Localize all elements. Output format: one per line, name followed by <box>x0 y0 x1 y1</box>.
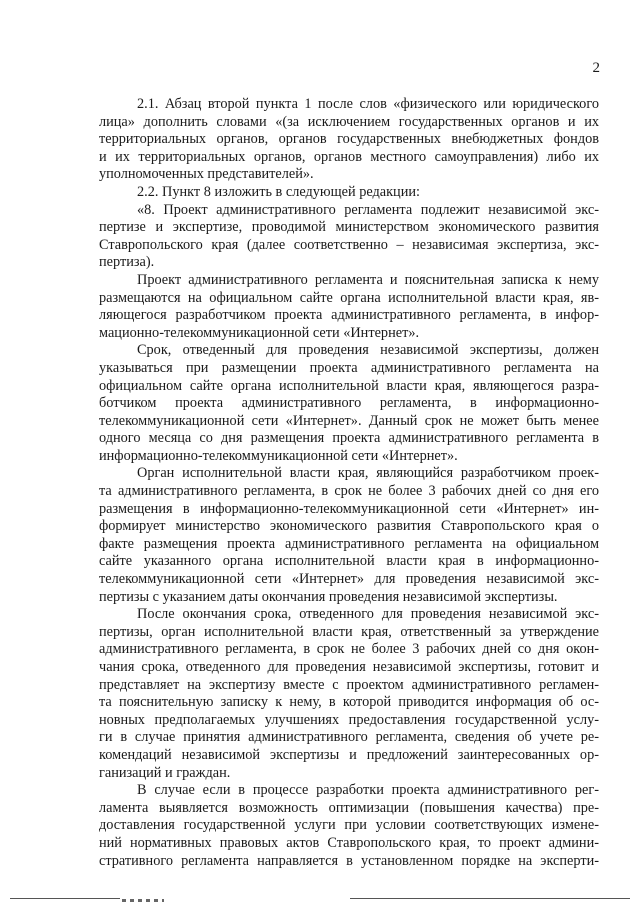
paragraph <box>99 606 599 782</box>
text-line: указываться при размещении проекта административного регламента на <box>99 359 599 376</box>
text-line: Ставропольского края (далее соответственно – независимая экспертиза, экс- <box>99 236 599 253</box>
scan-smudge <box>122 899 164 902</box>
text-line: 2.2. Пункт 8 изложить в следующей редакции: <box>137 183 420 200</box>
text-line: одного месяца со дня размещения проекта административного регламента в <box>99 430 599 447</box>
text-line: ганизаций и граждан. <box>99 764 231 781</box>
text-line: стративного регламента направляется в установленном порядке на эксперти- <box>99 852 599 869</box>
paragraph <box>99 782 599 870</box>
text-line: пертизе и экспертизе, проводимой министерством экономического развития <box>99 219 599 236</box>
text-line: информационно-телекоммуникационной сети «Интернет». <box>99 447 458 464</box>
text-line: ляющегося разработчиком проекта административного регламента, в инфор- <box>99 307 599 324</box>
text-line: комендаций независимой экспертизы и предложений заинтересованных ор- <box>99 746 599 763</box>
text-line: ги в случае принятия административного регламента, сведения об учете ре- <box>99 729 599 746</box>
paragraph <box>99 96 599 184</box>
text-line: та административного регламента, в срок не более 3 рабочих дней со дня его <box>99 483 599 500</box>
text-line: ботчиком проекта административного регламента, в информационно- <box>99 395 599 412</box>
text-line: размещения в информационно-телекоммуникационной сети «Интернет» ин- <box>99 500 599 517</box>
paragraph <box>99 272 599 342</box>
text-line: пертизы с указанием даты окончания проведения независимой экспертизы. <box>99 588 558 605</box>
text-line: административного регламента, в срок не более 3 рабочих дней со дня окон- <box>99 641 599 658</box>
text-line: мационно-телекоммуникационной сети «Интернет». <box>99 324 420 341</box>
text-line: ламента выявляется возможность оптимизации (повышения качества) пре- <box>99 799 599 816</box>
text-line: ний нормативных правовых актов Ставропольского края, то проект админи- <box>99 834 599 851</box>
paragraph <box>99 184 599 202</box>
text-line: В случае если в процессе разработки проекта административного рег- <box>137 782 599 799</box>
text-line: пертизы, орган исполнительной власти края, ответственный за утверждение <box>99 623 599 640</box>
scan-line-left <box>10 898 120 899</box>
text-line: чания срока, отведенного для проведения независимой экспертизы, готовит и <box>99 659 599 675</box>
scan-line-right <box>350 898 630 899</box>
text-line: 2.1. Абзац второй пункта 1 после слов «физического или юридического <box>137 96 599 112</box>
text-line: новных предполагаемых улучшениях предоставления государственной услу- <box>99 711 599 728</box>
text-line: телекоммуникационной сети «Интернет» для проведения независимой экс- <box>99 571 599 588</box>
text-line: Срок, отведенный для проведения независимой экспертизы, должен <box>137 342 599 359</box>
text-line: и их территориальных органов, органов местного самоуправления) либо их <box>99 148 599 165</box>
text-line: Орган исполнительной власти края, являющийся разработчиком проек- <box>137 465 599 482</box>
text-line: факте размещения проекта административного регламента на официальном <box>99 535 599 552</box>
text-line: телекоммуникационной сети «Интернет». Данный срок не может быть менее <box>99 412 599 429</box>
text-line: официальном сайте органа исполнительной власти края, являющегося разра- <box>99 377 599 394</box>
text-line: После окончания срока, отведенного для проведения независимой экс- <box>137 606 599 623</box>
paragraph <box>99 202 599 272</box>
scan-artifacts <box>0 891 640 905</box>
text-line: пертиза). <box>99 254 155 271</box>
text-line: лица» дополнить словами «(за исключением государственных органов и их <box>99 113 599 130</box>
text-line: та пояснительную записку к нему, в которой приводится информация об ос- <box>99 694 599 711</box>
document-body <box>99 96 599 870</box>
text-line: сайте указанного органа исполнительной власти края в информационно- <box>99 553 599 570</box>
paragraph <box>99 465 599 606</box>
text-line: формирует министерство экономического развития Ставропольского края о <box>99 518 599 535</box>
text-line: «8. Проект административного регламента подлежит независимой экс- <box>137 201 599 218</box>
text-line: представляет на экспертизу вместе с проектом административного регламен- <box>99 676 599 693</box>
text-line: размещаются на официальном сайте органа исполнительной власти края, яв- <box>99 289 599 306</box>
page-number: 2 <box>592 60 600 76</box>
text-line: Проект административного регламента и пояснительная записка к нему <box>137 271 599 288</box>
paragraph <box>99 342 599 465</box>
text-line: доставления государственной услуги при условии соответствующих измене- <box>99 817 599 834</box>
text-line: уполномоченных представителей». <box>99 166 314 183</box>
text-line: территориальных органов, органов государственных внебюджетных фондов <box>99 131 599 148</box>
